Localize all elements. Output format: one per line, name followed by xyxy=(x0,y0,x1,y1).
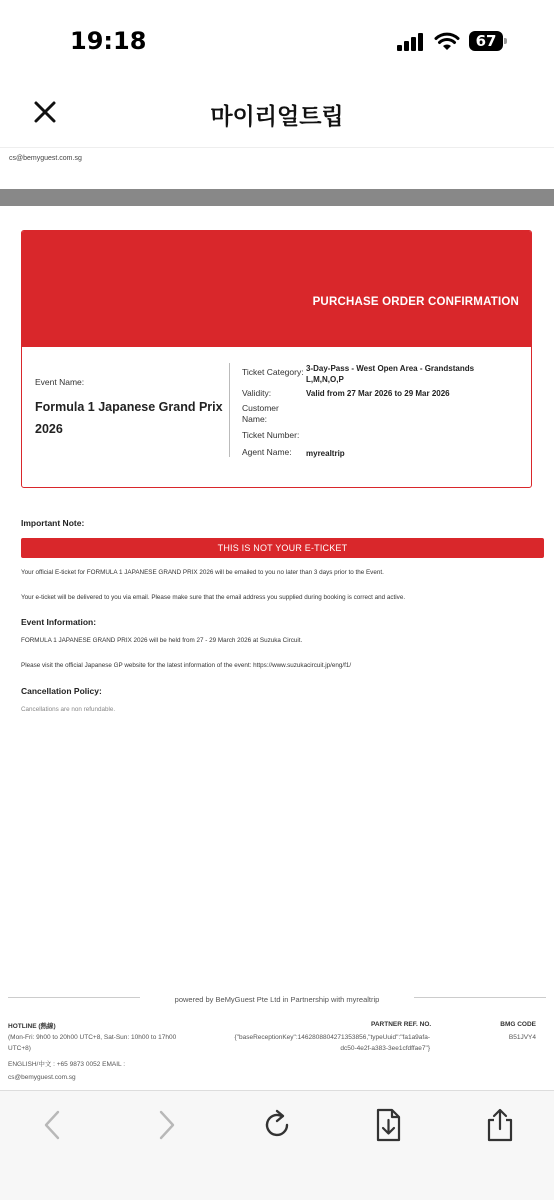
event-info-line-2[interactable]: Please visit the official Japanese GP website for the latest information of the event: https://www.suzukacircuit.jp/eng/f1/ xyxy=(21,662,352,669)
note-line-2: Your e-ticket will be delivered to you via email. Please make sure that the email address you supplied during booking is correct and active. xyxy=(21,594,406,601)
browser-toolbar xyxy=(0,1090,554,1200)
hotline-hours-line-1: (Mon-Fri: 9h00 to 20h00 UTC+8, Sat-Sun: 10h00 to 17h00 xyxy=(8,1034,177,1041)
top-email-text: cs@bemyguest.com.sg xyxy=(9,155,82,162)
note-line-1: Your official E-ticket for FORMULA 1 JAPANESE GRAND PRIX 2026 will be emailed to you no later than 3 days prior to the Event. xyxy=(21,569,384,576)
battery-level: 67 xyxy=(469,31,503,51)
hotline-contact: ENGLISH/中文 : +65 9873 0052 EMAIL : xyxy=(8,1061,125,1068)
bmg-code-value: B51JVY4 xyxy=(508,1034,536,1041)
hotline-hours xyxy=(8,1032,176,1054)
status-time: 19:18 xyxy=(70,27,147,55)
footer-email[interactable]: cs@bemyguest.com.sg xyxy=(8,1074,76,1081)
card-header xyxy=(22,231,532,347)
important-note-heading: Important Note: xyxy=(21,518,85,528)
agent-name-value: myrealtrip xyxy=(306,449,345,458)
reload-icon[interactable] xyxy=(259,1107,295,1143)
battery-icon xyxy=(469,31,507,51)
powered-by-text: powered by BeMyGuest Pte Ltd in Partnership with myrealtrip xyxy=(174,995,380,1004)
bmg-code-label: BMG CODE xyxy=(500,1021,536,1028)
close-icon[interactable] xyxy=(30,97,60,127)
partner-ref-label: PARTNER REF. NO. xyxy=(371,1021,432,1028)
back-icon[interactable] xyxy=(35,1107,71,1143)
partner-ref-line-2: dc50-4e2f-a383-3ee1cfdffae7"} xyxy=(340,1045,430,1052)
event-info-line-1: FORMULA 1 JAPANESE GRAND PRIX 2026 will be held from 27 - 29 March 2026 at Suzuka Circuit. xyxy=(21,637,303,644)
card-header-title: PURCHASE ORDER CONFIRMATION xyxy=(312,296,519,308)
page-title: 마이리얼트립 xyxy=(210,104,344,130)
event-name-value: Formula 1 Japanese Grand Prix 2026 xyxy=(35,400,223,436)
ticket-category-value: 3-Day-Pass - West Open Area - Grandstands L,M,N,O,P xyxy=(306,364,475,384)
cancellation-policy-text: Cancellations are non refundable. xyxy=(21,706,116,713)
cellular-signal-icon xyxy=(397,33,425,51)
agent-name-label: Agent Name: xyxy=(242,447,292,457)
partner-ref-line-1: {"baseReceptionKey":1462808804271353856,"typeUuid":"fa1a9afa- xyxy=(234,1034,430,1041)
purchase-order-card xyxy=(21,230,532,488)
download-icon[interactable] xyxy=(370,1107,406,1143)
hotline-label: HOTLINE (熱線) xyxy=(8,1023,56,1030)
wifi-icon xyxy=(434,31,460,51)
hotline-hours-line-2: UTC+8) xyxy=(8,1045,31,1052)
validity-value: Valid from 27 Mar 2026 to 29 Mar 2026 xyxy=(306,389,450,398)
share-icon[interactable] xyxy=(482,1107,518,1143)
validity-label: Validity: xyxy=(242,388,272,398)
cancellation-policy-heading: Cancellation Policy: xyxy=(21,686,102,696)
ticket-category-label: Ticket Category: xyxy=(242,367,304,377)
event-name-block xyxy=(35,377,225,440)
nav-bar xyxy=(0,80,554,148)
forward-icon[interactable] xyxy=(148,1107,184,1143)
event-information-heading: Event Information: xyxy=(21,617,97,627)
card-divider xyxy=(229,363,230,457)
header-divider-band xyxy=(0,189,554,206)
partner-ref-value xyxy=(235,1032,431,1054)
ticket-number-label: Ticket Number: xyxy=(242,430,300,440)
customer-name-label: Customer Name: xyxy=(242,403,279,424)
not-eticket-banner: THIS IS NOT YOUR E-TICKET xyxy=(21,538,544,558)
event-name-label: Event Name: xyxy=(35,377,85,387)
status-bar xyxy=(0,0,554,80)
